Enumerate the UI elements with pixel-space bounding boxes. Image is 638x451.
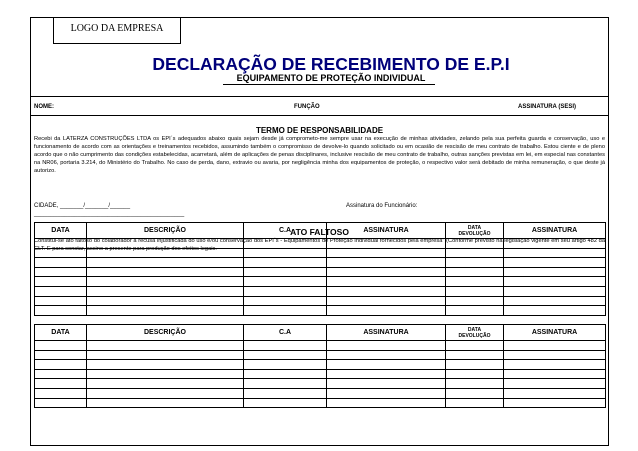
table-row [35,248,606,258]
table-cell[interactable] [446,360,504,370]
table-row [35,388,606,398]
table-cell[interactable] [87,388,244,398]
table-cell[interactable] [446,341,504,351]
table-cell[interactable] [35,379,87,389]
document-subtitle: EQUIPAMENTO DE PROTEÇÃO INDIVIDUAL [236,73,426,83]
table-cell[interactable] [244,350,327,360]
table-cell[interactable] [244,248,327,258]
cidade-underline: _____________________________________________ [34,211,185,217]
table-cell[interactable] [244,296,327,306]
col-descricao: DESCRIÇÃO [87,325,244,341]
table-cell[interactable] [504,258,606,268]
table-row [35,296,606,306]
col-assinatura-2: ASSINATURA [504,325,606,341]
epi-table-2 [34,324,606,408]
table-cell[interactable] [244,369,327,379]
table-cell[interactable] [35,350,87,360]
table-cell[interactable] [504,350,606,360]
table-cell[interactable] [327,277,446,287]
table-cell[interactable] [35,341,87,351]
table-cell[interactable] [504,286,606,296]
table-cell[interactable] [504,398,606,408]
document-title: DECLARAÇÃO DE RECEBIMENTO DE E.P.I [152,54,510,74]
subtitle-underline [223,84,435,85]
company-logo-placeholder: LOGO DA EMPRESA [53,18,181,44]
table-cell[interactable] [446,296,504,306]
table-cell[interactable] [504,296,606,306]
cidade-date-line: CIDADE, _______/_______/______ [34,203,131,209]
table-cell[interactable] [87,369,244,379]
table-cell[interactable] [504,341,606,351]
table-cell[interactable] [504,267,606,277]
table-cell[interactable] [446,277,504,287]
table-cell[interactable] [244,388,327,398]
table-cell[interactable] [35,369,87,379]
table-cell[interactable] [327,388,446,398]
document-page [30,17,609,446]
table-cell[interactable] [504,239,606,249]
table-row [35,286,606,296]
table-cell[interactable] [244,277,327,287]
nome-label: NOME: [34,104,54,110]
col-data: DATA [35,325,87,341]
table-cell[interactable] [446,369,504,379]
col-assinatura-2: ASSINATURA [504,223,606,239]
table-cell[interactable] [446,267,504,277]
table-cell[interactable] [87,286,244,296]
table-cell[interactable] [446,306,504,316]
table-cell[interactable] [35,360,87,370]
table-header-row [35,223,606,239]
table-cell[interactable] [446,258,504,268]
table-cell[interactable] [446,248,504,258]
table-cell[interactable] [87,379,244,389]
table-cell[interactable] [35,258,87,268]
col-data: DATA [35,223,87,239]
table-cell[interactable] [504,360,606,370]
table-cell[interactable] [327,369,446,379]
table-row [35,306,606,316]
table-cell[interactable] [35,388,87,398]
epi-table-1 [34,222,606,316]
col-assinatura: ASSINATURA [327,325,446,341]
col-ca: C.A [244,325,327,341]
table-cell[interactable] [35,296,87,306]
table-cell[interactable] [446,398,504,408]
table-cell[interactable] [327,296,446,306]
table-row [35,350,606,360]
termo-title: TERMO DE RESPONSABILIDADE [255,126,384,135]
table-cell[interactable] [244,306,327,316]
ato-faltoso-title: ATO FALTOSO [290,227,349,237]
table-cell[interactable] [504,388,606,398]
table-cell[interactable] [87,277,244,287]
ato-faltoso-text: Constitui-se ato faltoso do colaborador a recusa injustificada do uso e/ou conservação dos EPI´s - Equipamentos de Proteção Individual fornecidos pela empresa" (Conforme previsto na legislação vigente em seu artigo 482 da CLT. E para constar, assino a presente para produção dos efeitos legais. [34,238,605,252]
table-cell[interactable] [87,267,244,277]
table-cell[interactable] [244,286,327,296]
table-cell[interactable] [327,258,446,268]
table-cell[interactable] [87,306,244,316]
table-row [35,267,606,277]
table-cell[interactable] [327,379,446,389]
table-cell[interactable] [327,360,446,370]
table-cell[interactable] [35,248,87,258]
table-cell[interactable] [327,398,446,408]
col-descricao: DESCRIÇÃO [87,223,244,239]
table-cell[interactable] [244,398,327,408]
assinatura-sesi-label: ASSINATURA (SESI) [518,104,577,110]
table-cell[interactable] [504,369,606,379]
table-header-row [35,325,606,341]
table-cell[interactable] [504,277,606,287]
table-cell[interactable] [35,277,87,287]
table-cell[interactable] [87,341,244,351]
table-cell[interactable] [244,239,327,249]
table-cell[interactable] [244,360,327,370]
termo-text: Recebi da LATERZA CONSTRUÇÕES LTDA os EPI´s adequados abaixo quais sejam desde já comprometo-me sempre usar na execução de minhas atividades, zelando pela sua perfeita guarda e conservação, uso e funcionamento de acordo com as orientações e treinamentos recebidos, assumindo também o compromisso de devolve-lo quando solicitado ou em ocasião de rescisão de meu contrato de trabalho. Estou ciente e de pleno acordo que o não cumprimento das condições estabelecidas, acarretará, além de aplicações de penas disciplinares, inclusive rescisão de meu contrato de trabalho, outras sanções previstas em lei, em especial nas constantes na NR06, portaria 3.214, do Ministério do Trabalho. No caso de perda, dano, extravio ou avaria, por negligência minha dos equipamentos de proteção, o respectivo valor será debitado de minha remuneração, o que deste já autorizo. [34,136,605,174]
table-cell[interactable] [35,267,87,277]
col-data-devolucao: DATA DEVOLUÇÃO [446,325,504,341]
table-cell[interactable] [504,379,606,389]
col-ca: C.A [244,223,327,239]
table-cell[interactable] [87,398,244,408]
table-cell[interactable] [446,286,504,296]
col-assinatura: ASSINATURA [327,223,446,239]
table-cell[interactable] [327,341,446,351]
table-row [35,258,606,268]
col-data-devolucao: DATA DEVOLUÇÃO [446,223,504,239]
table-cell[interactable] [87,360,244,370]
table-cell[interactable] [504,248,606,258]
employee-signature-label: Assinatura do Funcionário: [346,203,418,209]
table-cell[interactable] [87,248,244,258]
table-cell[interactable] [446,379,504,389]
table-cell[interactable] [504,306,606,316]
table-cell[interactable] [87,258,244,268]
table-row [35,239,606,249]
table-row [35,360,606,370]
table-row [35,398,606,408]
table-cell[interactable] [327,286,446,296]
table-cell[interactable] [87,239,244,249]
table-cell[interactable] [327,306,446,316]
table-row [35,369,606,379]
table-row [35,341,606,351]
funcao-label: FUNÇÃO [294,104,320,110]
table-cell[interactable] [244,267,327,277]
table-cell[interactable] [327,248,446,258]
table-cell[interactable] [446,350,504,360]
table-cell[interactable] [87,350,244,360]
table-cell[interactable] [244,341,327,351]
table-cell[interactable] [446,239,504,249]
table-cell[interactable] [87,296,244,306]
table-cell[interactable] [35,286,87,296]
table-cell[interactable] [446,388,504,398]
table-cell[interactable] [327,267,446,277]
employee-header-row [31,96,608,116]
table-cell[interactable] [35,306,87,316]
table-row [35,277,606,287]
table-cell[interactable] [327,350,446,360]
table-cell[interactable] [35,398,87,408]
table-cell[interactable] [327,239,446,249]
table-cell[interactable] [244,258,327,268]
table-row [35,379,606,389]
table-cell[interactable] [244,379,327,389]
table-cell[interactable] [35,239,87,249]
